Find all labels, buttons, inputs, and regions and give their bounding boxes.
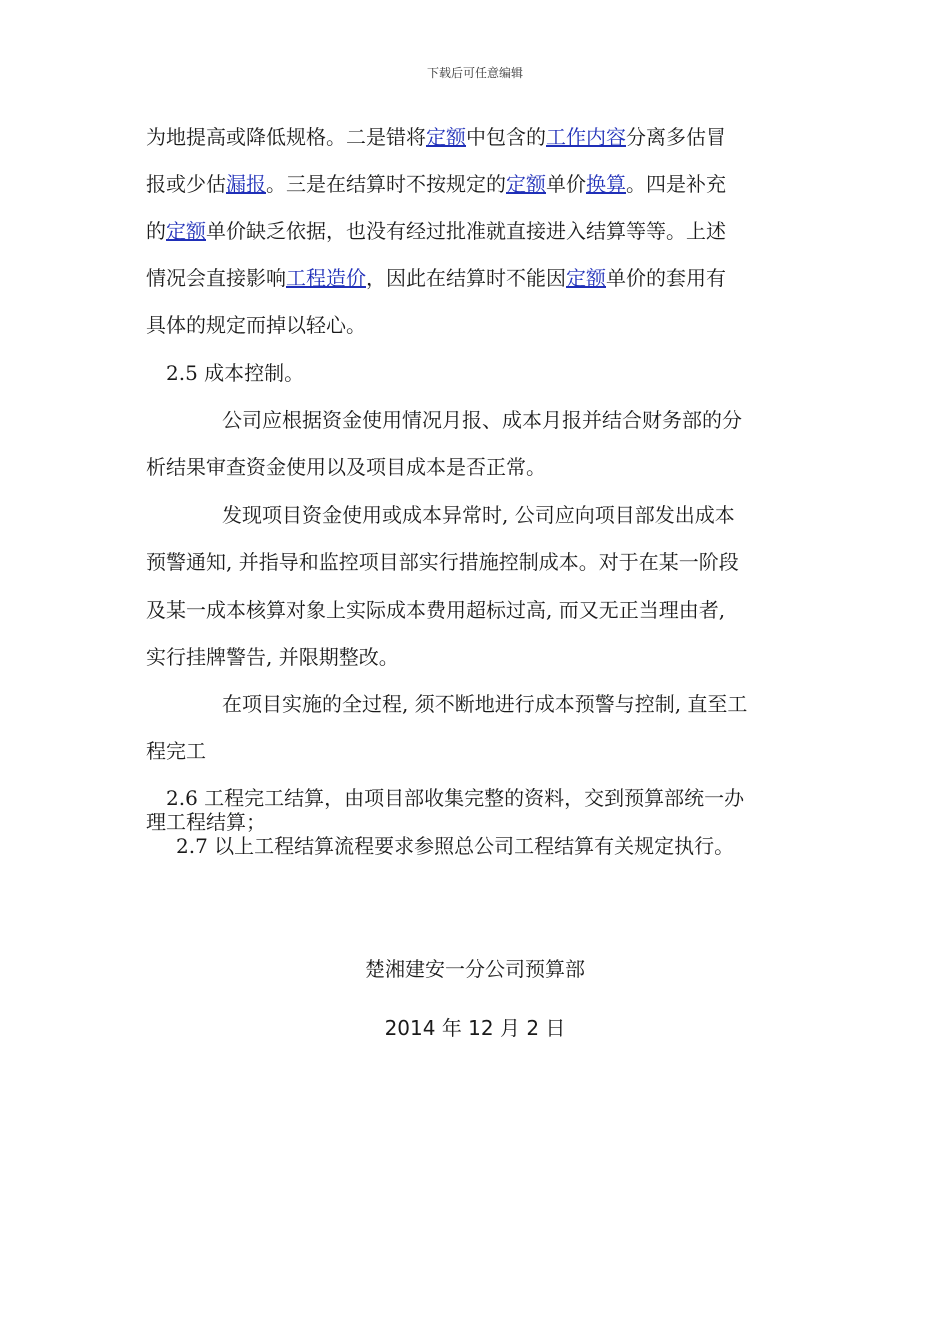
link-work-content[interactable]: 工作内容 [546, 125, 626, 149]
text-run: 分离多估冒 [626, 125, 726, 149]
paragraph-line: 析结果审查资金使用以及项目成本是否正常。 [146, 455, 546, 479]
paragraph-line [146, 124, 726, 150]
text-run: 。三是在结算时不按规定的 [266, 172, 506, 196]
text-run: 情况会直接影响 [146, 266, 286, 290]
signature-date: 2014 年 12 月 2 日 [384, 1016, 566, 1040]
paragraph-line [146, 171, 726, 197]
signature-org: 楚湘建安一分公司预算部 [365, 957, 585, 981]
paragraph-line: 具体的规定而掉以轻心。 [146, 313, 366, 337]
link-huansuan[interactable]: 换算 [586, 172, 626, 196]
link-dinge[interactable]: 定额 [426, 125, 466, 149]
text-run: 报或少估 [146, 172, 226, 196]
link-dinge[interactable]: 定额 [506, 172, 546, 196]
paragraph-line [146, 265, 726, 291]
paragraph-line: 预警通知, 并指导和监控项目部实行措施控制成本。对于在某一阶段 [146, 550, 739, 574]
paragraph-line: 及某一成本核算对象上实际成本费用超标过高, 而又无正当理由者, [146, 598, 726, 622]
text-run: 单价的套用有 [606, 266, 726, 290]
page-header: 下载后可任意编辑 [426, 66, 523, 80]
paragraph-line: 实行挂牌警告, 并限期整改。 [146, 645, 399, 669]
text-run: ，因此在结算时不能因 [366, 266, 566, 290]
section-heading-2-5: 2.5 成本控制。 [166, 361, 305, 385]
text-run: 为地提高或降低规格。二是错将 [146, 125, 426, 149]
link-dinge[interactable]: 定额 [566, 266, 606, 290]
paragraph-line: 程完工 [146, 739, 206, 763]
text-run: 中包含的 [466, 125, 546, 149]
section-2-7-line: 2.7 以上工程结算流程要求参照总公司工程结算有关规定执行。 [176, 834, 735, 858]
link-dinge[interactable]: 定额 [166, 219, 206, 243]
paragraph-line [146, 218, 726, 244]
section-2-6-line: 2.6 工程完工结算，由项目部收集完整的资料，交到预算部统一办 [166, 786, 745, 810]
paragraph-line: 公司应根据资金使用情况月报、成本月报并结合财务部的分 [222, 408, 742, 432]
text-run: 的 [146, 219, 166, 243]
text-run: 单价 [546, 172, 586, 196]
paragraph-line: 在项目实施的全过程, 须不断地进行成本预警与控制, 直至工 [222, 692, 748, 716]
section-2-6-line: 理工程结算； [146, 810, 266, 834]
link-project-cost[interactable]: 工程造价 [286, 266, 366, 290]
text-run: 。四是补充 [626, 172, 726, 196]
link-loubao[interactable]: 漏报 [226, 172, 266, 196]
text-run: 单价缺乏依据，也没有经过批准就直接进入结算等等。上述 [206, 219, 726, 243]
paragraph-line: 发现项目资金使用或成本异常时, 公司应向项目部发出成本 [222, 503, 735, 527]
